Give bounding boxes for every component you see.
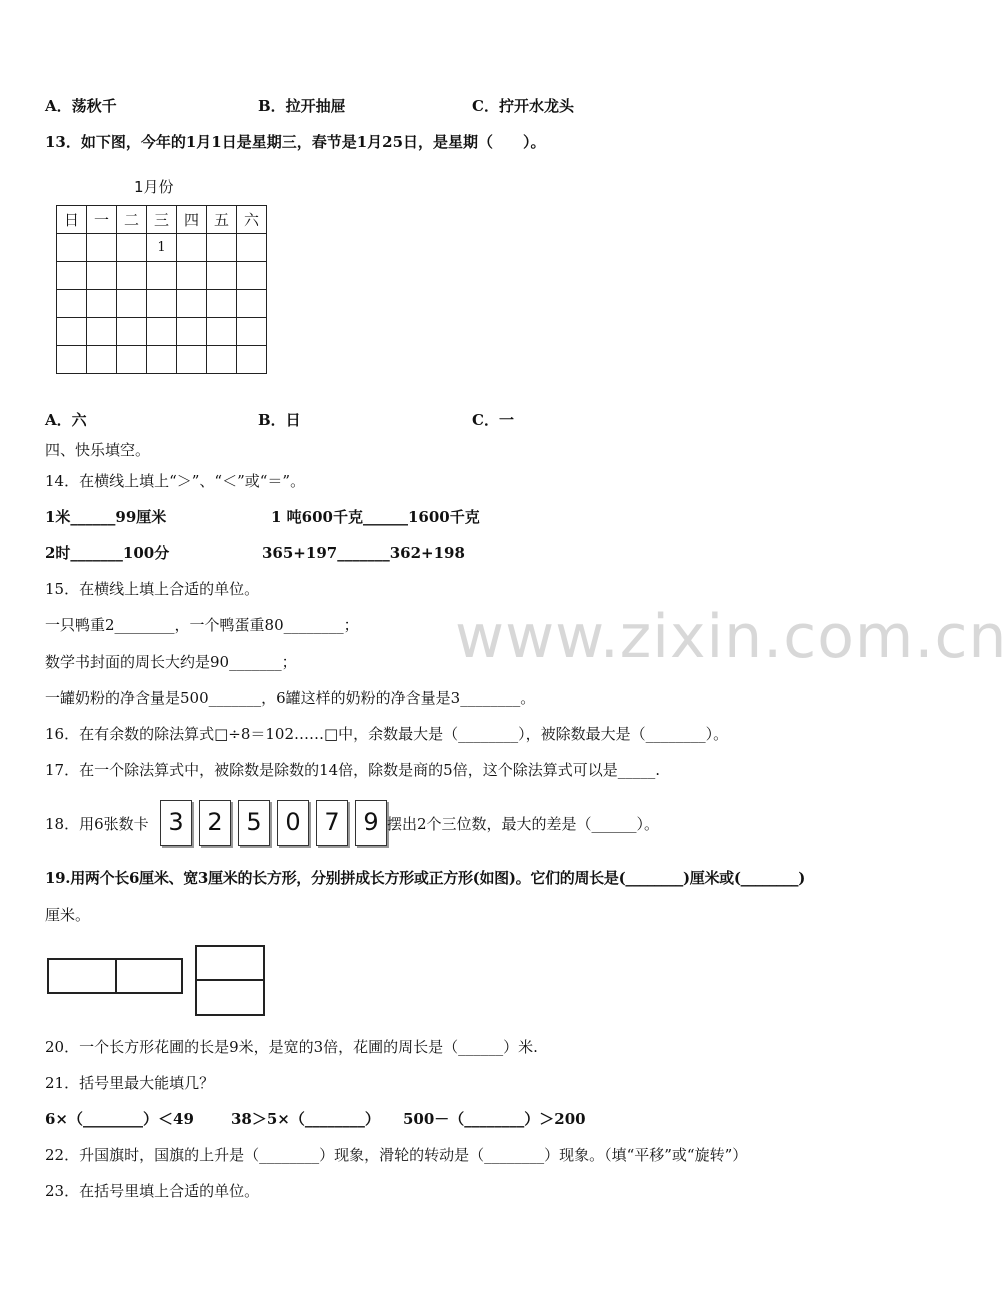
number-card: 3 [160,800,192,846]
number-card: 2 [199,800,231,846]
q21-item: 38＞5×（________） [231,1110,380,1128]
number-card: 7 [316,800,348,846]
number-card: 5 [238,800,270,846]
q18-prefix: 18．用6张数卡 [45,815,149,833]
q15-line: 数学书封面的周长大约是90_______； [45,653,297,671]
q14-item: 1 吨600千克______1600千克 [271,508,480,526]
weekday-cell: 二 [117,206,147,234]
q14-item: 1米______99厘米 [45,508,167,526]
square-divider [195,979,265,981]
q21-item: 500－（________）＞200 [403,1110,586,1128]
weekday-cell: 三 [147,206,177,234]
q13-question: 13．如下图，今年的1月1日是星期三，春节是1月25日，是星期（ ）。 [45,133,546,151]
q21-question: 21．括号里最大能填几？ [45,1074,215,1092]
calendar-title: 1月份 [134,178,174,196]
q13-option-c: C．一 [472,411,514,429]
number-card: 0 [277,800,309,846]
q23-question: 23．在括号里填上合适的单位。 [45,1182,260,1200]
first-day-cell: 1 [147,234,177,262]
number-card: 9 [355,800,387,846]
q12-option-c: C．拧开水龙头 [472,97,574,115]
weekday-cell: 五 [207,206,237,234]
q13-option-a: A．六 [45,411,87,429]
weekday-cell: 六 [237,206,267,234]
calendar-grid [56,205,267,374]
q13-option-b: B．日 [258,411,301,429]
q22-question: 22．升国旗时，国旗的上升是（________）现象，滑轮的转动是（________）现象。（填“平移”或“旋转”） [45,1146,748,1164]
watermark: www.zixin.com.cn [455,602,1007,672]
q17-question: 17．在一个除法算式中，被除数是除数的14倍，除数是商的5倍，这个除法算式可以是_____. [45,761,660,779]
q14-item: 365+197_______362+198 [262,544,465,562]
q15-question: 15．在横线上填上合适的单位。 [45,580,260,598]
q12-option-b: B．拉开抽屉 [258,97,346,115]
section-title: 四、快乐填空。 [45,441,151,459]
rectangle-divider [115,958,117,994]
q14-question: 14．在横线上填上“＞”、“＜”或“＝”。 [45,472,306,490]
q15-line: 一罐奶粉的净含量是500_______，6罐这样的奶粉的净含量是3________。 [45,689,536,707]
q12-option-a: A．荡秋千 [45,97,117,115]
q21-item: 6×（________）＜49 [45,1110,194,1128]
q19-question-end: 厘米。 [45,906,91,924]
q18-suffix: 摆出2个三位数，最大的差是（______）。 [387,815,660,833]
weekday-cell: 日 [57,206,87,234]
weekday-cell: 四 [177,206,207,234]
weekday-cell: 一 [87,206,117,234]
q14-item: 2时_______100分 [45,544,170,562]
q20-question: 20．一个长方形花圃的长是9米，是宽的3倍，花圃的周长是（______）米. [45,1038,538,1056]
q16-question: 16．在有余数的除法算式□÷8＝102……□中，余数最大是（________），被除数最大是（________）。 [45,725,729,743]
q15-line: 一只鸭重2________，一个鸭蛋重80________； [45,616,359,634]
q19-question: 19.用两个长6厘米、宽3厘米的长方形，分别拼成长方形或正方形(如图)。它们的周长是(________)厘米或(________) [45,869,806,887]
